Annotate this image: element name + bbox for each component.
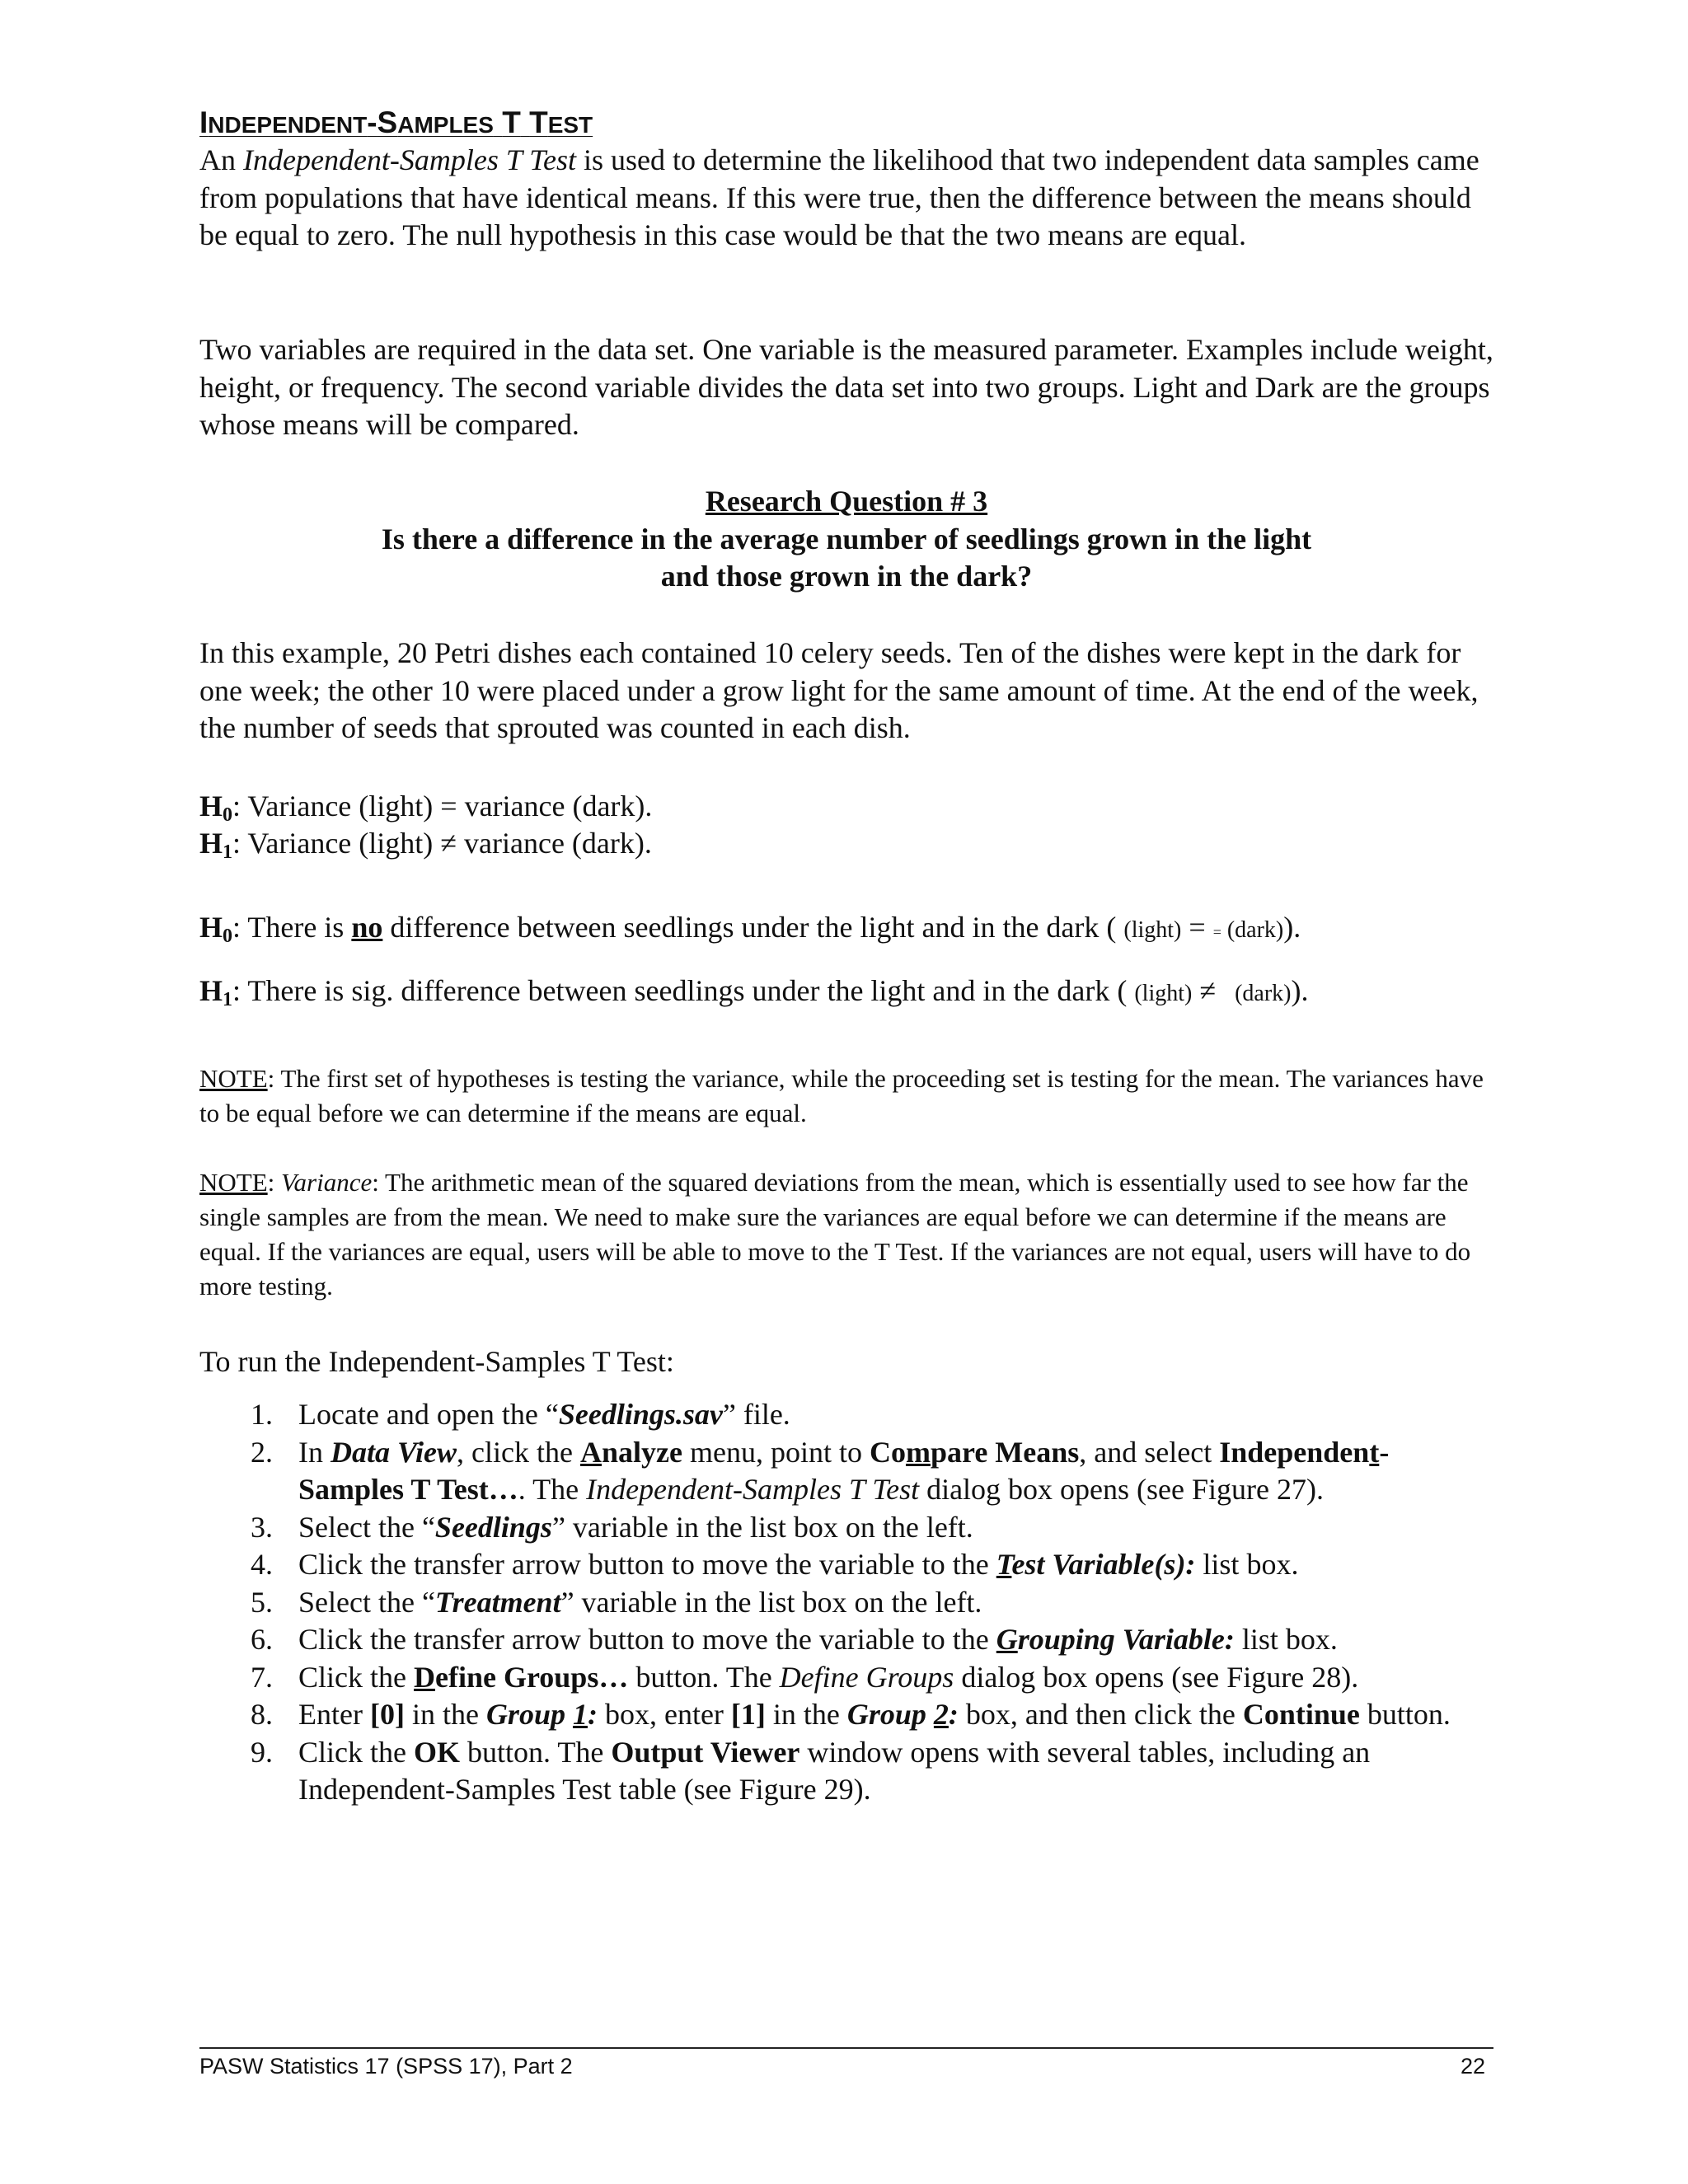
footer-title: PASW Statistics 17 (SPSS 17), Part 2 [199,2054,573,2079]
page-number: 22 [1461,2054,1486,2079]
list-item: 5. Select the “Treatment” variable in the list box on the left. [251,1585,982,1619]
steps-list [199,1396,1493,1809]
heading-text: I [199,105,209,139]
research-question-line: and those grown in the dark? [660,560,1033,593]
run-intro: To run the Independent-Samples T Test: [199,1345,674,1378]
heading-text: AMPLES [397,112,494,138]
list-item: 7. Click the Define Groups… button. The Define Groups dialog box opens (see Figure 28). [251,1660,1359,1694]
section-heading [199,105,593,140]
heading-text: EST [547,112,593,138]
list-item: 9. Click the OK button. The Output Viewer window opens with several tables, including an Independent-Samples Test table (see Figure 29). [251,1735,1371,1806]
variance-h0: $H_0$: Variance (light) = variance (dark). [199,790,653,826]
footer-divider [199,2047,1493,2049]
list-item: 8. Enter [0] in the Group 1: box, enter [1] in the Group 2: box, and then click the Continue button. [251,1698,1451,1731]
research-question-line: Is there a difference in the average number of seedlings grown in the light [381,522,1312,555]
heading-text: NDEPENDENT [208,112,368,138]
mean-h1: $H_1$: There is sig. difference between seedlings under the light and in the dark ( (light) ≠ (dark)). [199,974,1309,1010]
intro-paragraph-1: An Independent-Samples T Test is used to determine the likelihood that two independent data samples came from populations that have identical means. If this were true, then the difference between the means should be equal to zero. The null hypothesis in this case would be that the two means are equal. [199,143,1479,251]
note-1: NOTE: The first set of hypotheses is testing the variance, while the proceeding set is testing for the mean. The variances have to be equal before we can determine if the means are equal. [199,1064,1484,1127]
research-question-title: Research Question # 3 [705,485,988,518]
list-item: 6. Click the transfer arrow button to move the variable to the Grouping Variable: list box. [251,1623,1338,1656]
list-item: 2. In Data View, click the Analyze menu, point to Compare Means, and select Independent-Samples T Test…. The Independent-Samples T Test dialog box opens (see Figure 27). [251,1435,1390,1506]
heading-text: T [502,105,521,139]
list-item: 3. Select the “Seedlings” variable in the list box on the left. [251,1510,973,1544]
heading-text: T [529,105,548,139]
mean-h0: $H_0$: There is no difference between seedlings under the light and in the dark ( (light) = = (dark)). [199,911,1301,947]
list-item: 4. Click the transfer arrow button to move the variable to the Test Variable(s): list box. [251,1548,1299,1581]
intro-paragraph-2: Two variables are required in the data set. One variable is the measured parameter. Examples include weight, height, or frequency. The second variable divides the data set into two groups. Light and Dark are the groups whose means will be compared. [199,333,1493,441]
example-paragraph: In this example, 20 Petri dishes each contained 10 celery seeds. Ten of the dishes were kept in the dark for one week; the other 10 were placed under a grow light for the same amount of time. At the end of the week, the number of seeds that sprouted was counted in each dish. [199,636,1479,744]
heading-text: S [377,105,398,139]
variance-h1: $H_1$: Variance (light) ≠ variance (dark). [199,827,652,863]
note-2: NOTE: Variance: The arithmetic mean of the squared deviations from the mean, which is essentially used to see how far the single samples are from the mean. We need to make sure the variances are equal before we can determine if the means are equal. If the variances are equal, users will be able to move to the T Test. If the variances are not equal, users will have to do more testing. [199,1168,1471,1301]
list-item: 1. Locate and open the “Seedlings.sav” file. [251,1398,790,1431]
research-question [199,483,1493,596]
heading-text: - [367,105,377,139]
